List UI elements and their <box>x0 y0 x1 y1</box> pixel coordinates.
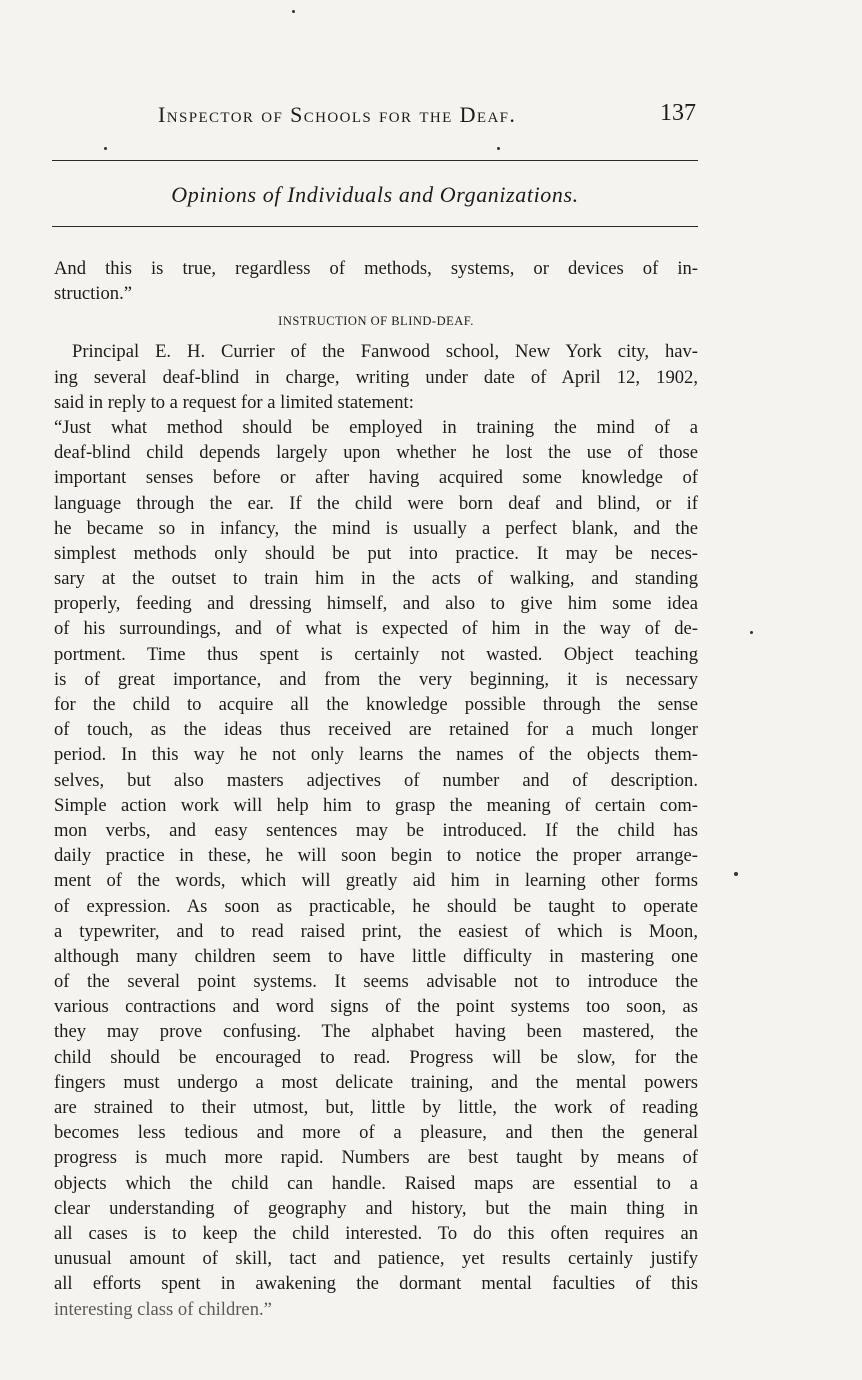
text-line: becomes less tedious and more of a pleasure, and then the general <box>54 1122 698 1144</box>
text-line: said in reply to a request for a limited statement: <box>54 391 414 413</box>
text-line: period. In this way he not only learns the names of the objects them- <box>54 744 698 766</box>
text-line: Principal E. H. Currier of the Fanwood school, New York city, hav- <box>72 341 698 363</box>
text-line: progress is much more rapid. Numbers are best taught by means of <box>54 1147 698 1169</box>
text-line: “Just what method should be employed in training the mind of a <box>54 416 698 438</box>
ink-speck <box>750 631 753 634</box>
text-line: fingers must undergo a most delicate training, and the mental powers <box>54 1071 698 1093</box>
text-line: child should be encouraged to read. Progress will be slow, for the <box>54 1046 698 1068</box>
body-text <box>54 256 698 1322</box>
text-line: objects which the child can handle. Raised maps are essential to a <box>54 1172 698 1194</box>
text-line: language through the ear. If the child were born deaf and blind, or if <box>54 492 698 514</box>
text-line: although many children seem to have little difficulty in mastering one <box>54 945 698 967</box>
text-line: selves, but also masters adjectives of number and of description. <box>54 769 698 791</box>
text-line: for the child to acquire all the knowledge possible through the sense <box>54 694 698 715</box>
text-line: ing several deaf-blind in charge, writing under date of April 12, 1902, <box>54 366 698 388</box>
text-line: Simple action work will help him to grasp the meaning of certain com- <box>54 794 698 816</box>
text-line: simplest methods only should be put into practice. It may be neces- <box>54 542 698 564</box>
text-line: a typewriter, and to read raised print, the easiest of which is Moon, <box>54 920 698 942</box>
running-head-title: Inspector of Schools for the Deaf. <box>158 102 517 127</box>
text-line: clear understanding of geography and history, but the main thing in <box>54 1197 698 1219</box>
text-line: of expression. As soon as practicable, he should be taught to operate <box>54 895 698 917</box>
text-line: he became so in infancy, the mind is usually a perfect blank, and the <box>54 517 698 539</box>
text-line: of the several point systems. It seems advisable not to introduce the <box>54 971 698 993</box>
text-line: are strained to their utmost, but, little by little, the work of reading <box>54 1097 698 1118</box>
ink-speck <box>292 10 295 13</box>
text-line: portment. Time thus spent is certainly not wasted. Object teaching <box>54 643 698 665</box>
subsection-heading: INSTRUCTION OF BLIND-DEAF. <box>278 314 474 329</box>
text-line: struction.” <box>54 283 132 305</box>
text-line: mon verbs, and easy sentences may be introduced. If the child has <box>54 819 698 841</box>
text-line: all cases is to keep the child interested. To do this often requires an <box>54 1222 698 1244</box>
text-line: they may prove confusing. The alphabet having been mastered, the <box>54 1021 698 1043</box>
header-rule-bottom <box>52 226 698 227</box>
text-line: all efforts spent in awakening the dormant mental faculties of this <box>54 1273 698 1295</box>
text-line: of his surroundings, and of what is expected of him in the way of de- <box>54 618 698 640</box>
text-line: of touch, as the ideas thus received are retained for a much longer <box>54 719 698 741</box>
text-line: properly, feeding and dressing himself, and also to give him some idea <box>54 593 698 615</box>
text-line: interesting class of children.” <box>54 1298 272 1320</box>
text-line: daily practice in these, he will soon begin to notice the proper arrange- <box>54 845 698 867</box>
text-line: is of great importance, and from the very beginning, it is necessary <box>54 668 698 690</box>
ink-speck <box>497 147 500 150</box>
text-line: important senses before or after having acquired some knowledge of <box>54 467 698 489</box>
text-line: And this is true, regardless of methods, systems, or devices of in- <box>54 258 698 279</box>
text-line: unusual amount of skill, tact and patience, yet results certainly justify <box>54 1248 698 1270</box>
header-rule-top <box>52 160 698 161</box>
ink-speck <box>104 147 107 150</box>
ink-speck <box>734 872 738 876</box>
text-line: various contractions and word signs of the point systems too soon, as <box>54 996 698 1018</box>
text-line: sary at the outset to train him in the acts of walking, and standing <box>54 568 698 590</box>
page-number: 137 <box>660 100 696 126</box>
running-head <box>52 102 700 132</box>
text-line: deaf-blind child depends largely upon whether he lost the use of those <box>54 442 698 464</box>
text-line: ment of the words, which will greatly aid him in learning other forms <box>54 870 698 892</box>
section-heading: Opinions of Individuals and Organizations. <box>171 182 579 207</box>
